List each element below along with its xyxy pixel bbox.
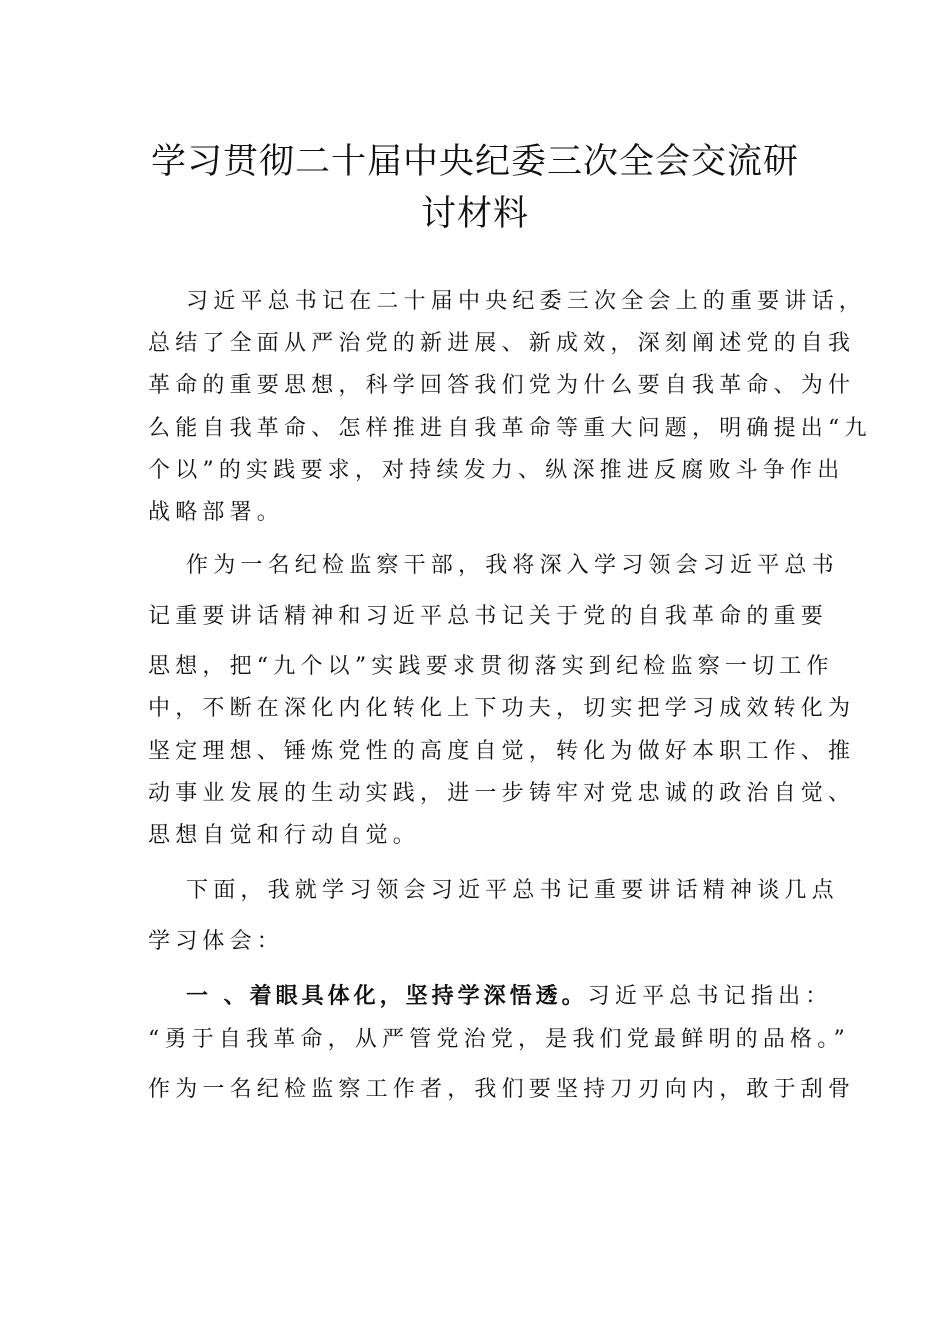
text-line: 中，不断在深化内化转化上下功夫，切实把学习成效转化为 (148, 696, 856, 721)
text-line: 总结了全面从严治党的新进展、新成效，深刻阐述党的自我 (148, 331, 856, 356)
text-line: “勇于自我革命，从严管党治党，是我们党最鲜明的品格。” (148, 1027, 850, 1052)
text-line: 战略部署。 (148, 500, 285, 525)
text-line: 记重要讲话精神和习近平总书记关于党的自我革命的重要 (148, 604, 829, 629)
text-line: 个以”的实践要求，对持续发力、纵深推进反腐败斗争作出 (148, 458, 845, 483)
section-heading: 一 、着眼具体化，坚持学深悟透。 (186, 984, 588, 1009)
text-line: 习近平总书记在二十届中央纪委三次全会上的重要讲话， (186, 289, 867, 314)
text-line: 学习体会： (148, 929, 285, 954)
section-heading-line (186, 982, 832, 1012)
text-line: 思想，把“九个以”实践要求贯彻落实到纪检监察一切工作 (148, 654, 834, 679)
text-line: 坚定理想、锤炼党性的高度自觉，转化为做好本职工作、推 (148, 739, 856, 764)
section-text: 习近平总书记指出： (587, 984, 833, 1009)
text-line: 革命的重要思想，科学回答我们党为什么要自我革命、为什 (148, 373, 856, 398)
text-line: 下面，我就学习领会习近平总书记重要讲话精神谈几点 (186, 878, 839, 903)
text-line: 作为一名纪检监察工作者，我们要坚持刀刃向内，敢于刮骨 (148, 1077, 856, 1102)
document-title-line-1: 学习贯彻二十届中央纪委三次全会交流研 (150, 142, 799, 182)
text-line: 动事业发展的生动实践，进一步铸牢对党忠诚的政治自觉、 (148, 781, 856, 806)
text-line: 思想自觉和行动自觉。 (148, 823, 421, 848)
document-title-line-2: 讨材料 (420, 194, 529, 234)
text-line: 作为一名纪检监察干部，我将深入学习领会习近平总书 (186, 553, 839, 578)
text-line: 么能自我革命、怎样推进自我革命等重大问题，明确提出“九 (148, 416, 872, 441)
